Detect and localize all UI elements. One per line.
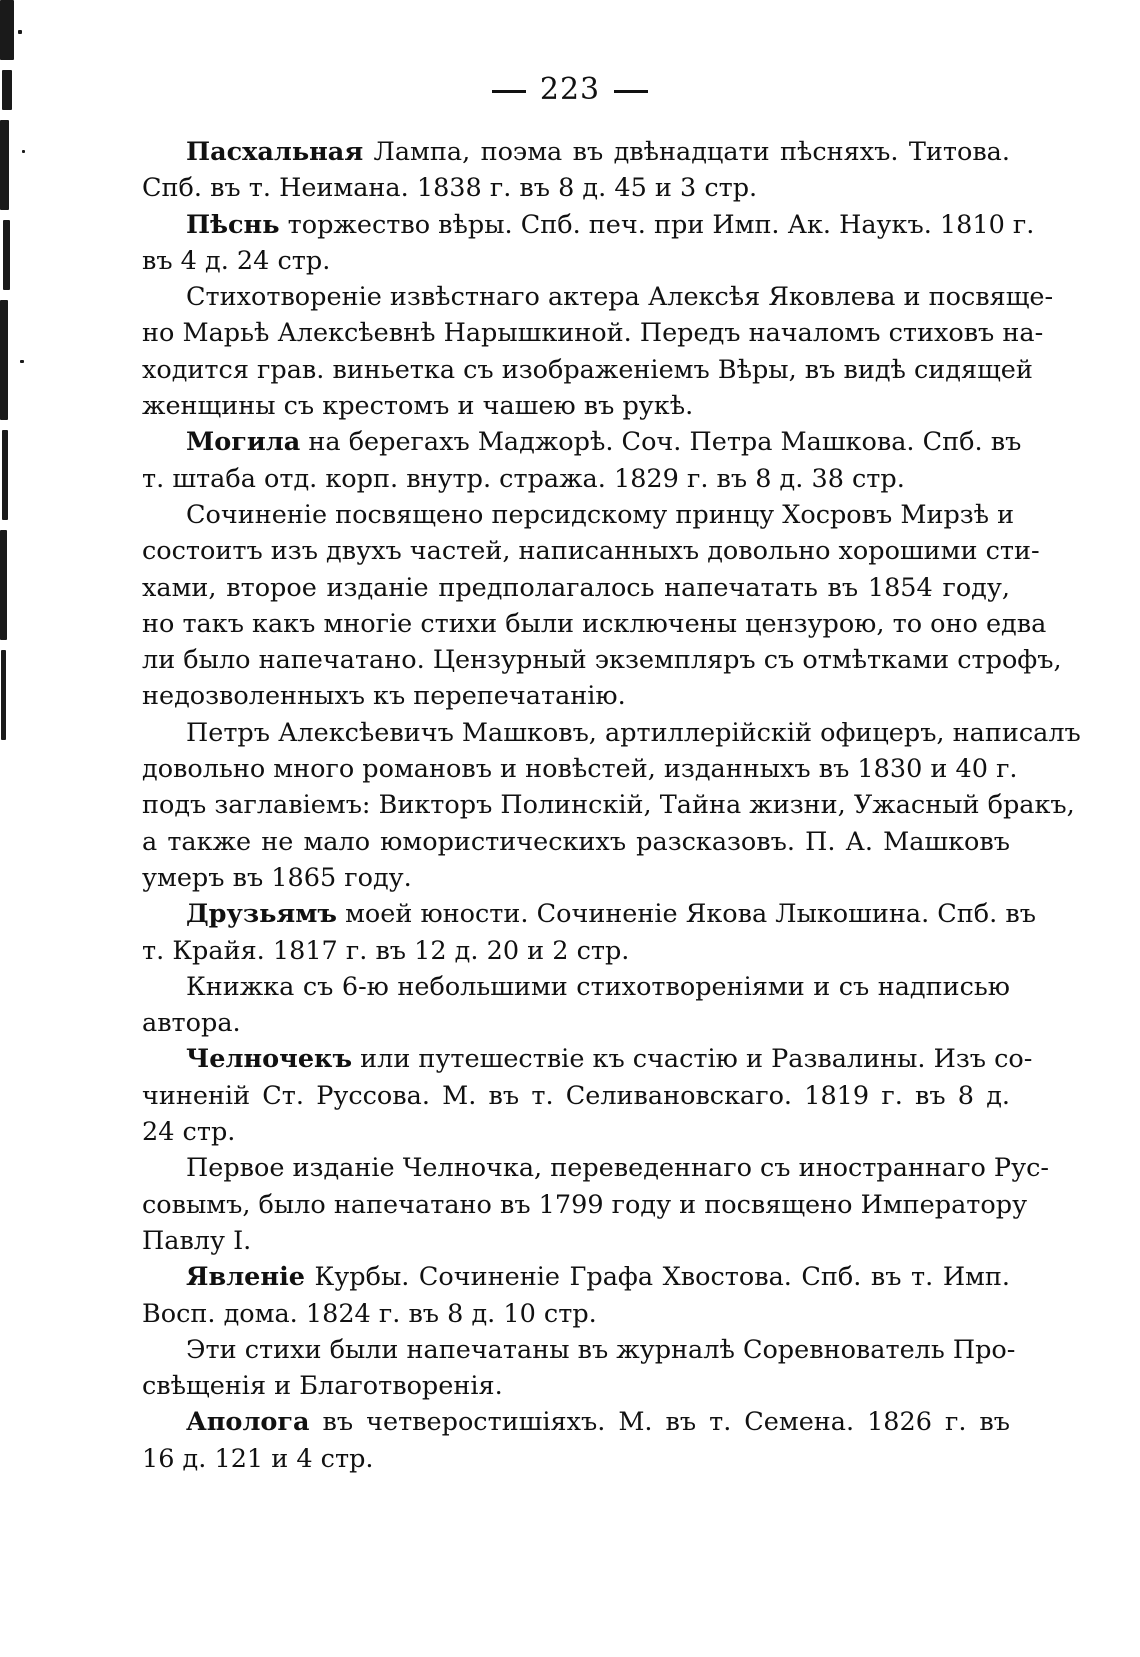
line-text: но Марьѣ Алексѣевнѣ Нарышкиной. Передъ началомъ стиховъ на-: [142, 318, 1044, 349]
line-text: Первое изданіе Челночка, переведеннаго съ иностраннаго Рус-: [186, 1153, 1049, 1184]
line-text: торжество вѣры. Спб. печ. при Имп. Ак. Наукъ. 1810 г.: [279, 209, 1035, 240]
line-text: 16 д. 121 и 4 стр.: [142, 1443, 374, 1474]
entry-title: Могила: [186, 427, 301, 458]
line-text: Эти стихи были напечатаны въ журналѣ Соревнователь Про-: [186, 1334, 1016, 1365]
line-text: на берегахъ Маджорѣ. Соч. Петра Машкова. Спб. въ: [300, 427, 1022, 458]
text-line: [142, 533, 1040, 569]
text-line: [142, 1005, 1010, 1041]
line-text: Петръ Алексѣевичъ Машковъ, артиллерійскій офицеръ, написалъ: [186, 717, 1081, 748]
line-text: или путешествіе къ счастію и Развалины. Изъ со-: [352, 1044, 1033, 1075]
entry-paragraph: [142, 134, 1010, 207]
entry-paragraph: [142, 207, 1035, 280]
line-text: автора.: [142, 1008, 241, 1039]
line-text: чиненій Ст. Руссова. М. въ т. Селивановскаго. 1819 г. въ 8 д.: [142, 1080, 1010, 1111]
text-line: [142, 1078, 1010, 1114]
line-text: Стихотвореніе извѣстнаго актера Алексѣя Яковлева и посвяще-: [186, 282, 1054, 313]
line-text: состоитъ изъ двухъ частей, написанныхъ довольно хорошими сти-: [142, 536, 1040, 567]
entry-title: Пасхальная: [186, 137, 364, 167]
text-line: [142, 1296, 1010, 1332]
line-text: т. Крайя. 1817 г. въ 12 д. 20 и 2 стр.: [142, 935, 630, 966]
entry-title: Друзьямъ: [186, 899, 337, 930]
text-line: [142, 1259, 1010, 1295]
text-line: [142, 170, 1010, 206]
line-text: 24 стр.: [142, 1117, 236, 1148]
text-line: [142, 642, 1062, 678]
line-text: моей юности. Сочиненіе Якова Лыкошина. Спб. въ: [336, 899, 1036, 930]
line-text: Сочиненіе посвящено персидскому принцу Хосровъ Мирзѣ и: [186, 499, 1015, 530]
text-line: [142, 388, 1010, 424]
text-line: [142, 315, 1044, 351]
entry-paragraph: [142, 424, 1022, 497]
text-line: [142, 751, 1018, 787]
text-line: [142, 969, 1010, 1005]
line-text: хами, второе изданіе предполагалось напечатать въ 1854 году,: [142, 572, 1010, 603]
entry-paragraph: [142, 1404, 1010, 1477]
text-line: [142, 1150, 1049, 1186]
line-text: недозволенныхъ къ перепечатанію.: [142, 681, 626, 712]
line-text: Книжка съ 6-ю небольшими стихотвореніями и съ надписью: [186, 971, 1010, 1002]
text-line: [142, 1187, 1028, 1223]
scan-edge-artifact: [0, 0, 28, 760]
line-text: свѣщенія и Благотворенія.: [142, 1371, 503, 1402]
entry-title: Пѣснь: [186, 209, 280, 240]
text-line: [142, 279, 1054, 315]
text-line: [142, 570, 1010, 606]
page-number-value: 223: [539, 72, 601, 107]
entry-paragraph: [142, 1041, 1033, 1150]
text-line: [142, 715, 1081, 751]
page-number: [0, 72, 1140, 107]
text-line: [142, 1404, 1010, 1440]
dash-right: [614, 90, 648, 93]
entry-title: Аполога: [186, 1407, 310, 1438]
text-line: [142, 1332, 1016, 1368]
text-line: [142, 787, 1075, 823]
entry-title: Явленіе: [186, 1262, 305, 1293]
dash-left: [492, 90, 526, 93]
line-text: въ 4 д. 24 стр.: [142, 245, 331, 276]
text-line: [142, 824, 1010, 860]
line-text: но такъ какъ многіе стихи были исключены цензурою, то оно едва: [142, 608, 1047, 639]
text-line: [142, 1368, 1010, 1404]
entry-paragraph: [142, 1150, 1049, 1259]
text-line: [142, 1223, 1010, 1259]
entry-paragraph: [142, 1259, 1010, 1332]
text-line: [142, 678, 1010, 714]
text-line: [142, 606, 1047, 642]
line-text: Спб. въ т. Неимана. 1838 г. въ 8 д. 45 и 3 стр.: [142, 173, 758, 204]
text-line: [142, 207, 1035, 243]
text-line: [142, 243, 1010, 279]
line-text: довольно много романовъ и новѣстей, изданныхъ въ 1830 и 40 г.: [142, 754, 1018, 785]
line-text: ходится грав. виньетка съ изображеніемъ Вѣры, въ видѣ сидящей: [142, 354, 1033, 385]
line-text: Павлу I.: [142, 1225, 252, 1256]
text-line: [142, 1441, 1010, 1477]
line-text: Курбы. Сочиненіе Графа Хвостова. Спб. въ т. Имп.: [304, 1262, 1010, 1293]
text-line: [142, 1041, 1033, 1077]
entry-paragraph: [142, 715, 1081, 896]
text-line: [142, 352, 1033, 388]
entry-paragraph: [142, 969, 1010, 1042]
line-text: а также не мало юмористическихъ разсказовъ. П. А. Машковъ: [142, 826, 1010, 857]
text-line: [142, 860, 1010, 896]
entry-paragraph: [142, 1332, 1016, 1405]
line-text: въ четверостишіяхъ. М. въ т. Семена. 1826 г. въ: [309, 1407, 1010, 1438]
text-line: [142, 134, 1010, 170]
line-text: умеръ въ 1865 году.: [142, 862, 412, 893]
entry-paragraph: [142, 279, 1054, 424]
line-text: Восп. дома. 1824 г. въ 8 д. 10 стр.: [142, 1298, 597, 1329]
line-text: женщины съ крестомъ и чашею въ рукѣ.: [142, 391, 694, 422]
page-text: [142, 134, 1081, 1477]
text-line: [142, 896, 1036, 932]
entry-title: Челночекъ: [186, 1044, 353, 1075]
entry-paragraph: [142, 896, 1036, 969]
line-text: ли было напечатано. Цензурный экземпляръ съ отмѣтками строфъ,: [142, 645, 1062, 676]
text-line: [142, 497, 1015, 533]
text-line: [142, 1114, 1010, 1150]
text-line: [142, 461, 1010, 497]
line-text: совымъ, было напечатано въ 1799 году и посвящено Императору: [142, 1189, 1028, 1220]
line-text: т. штаба отд. корп. внутр. стража. 1829 г. въ 8 д. 38 стр.: [142, 463, 905, 494]
text-line: [142, 424, 1022, 460]
line-text: Лампа, поэма въ двѣнадцати пѣсняхъ. Титова.: [363, 137, 1010, 167]
line-text: подъ заглавіемъ: Викторъ Полинскій, Тайна жизни, Ужасный бракъ,: [142, 790, 1075, 821]
text-line: [142, 933, 1010, 969]
entry-paragraph: [142, 497, 1062, 715]
